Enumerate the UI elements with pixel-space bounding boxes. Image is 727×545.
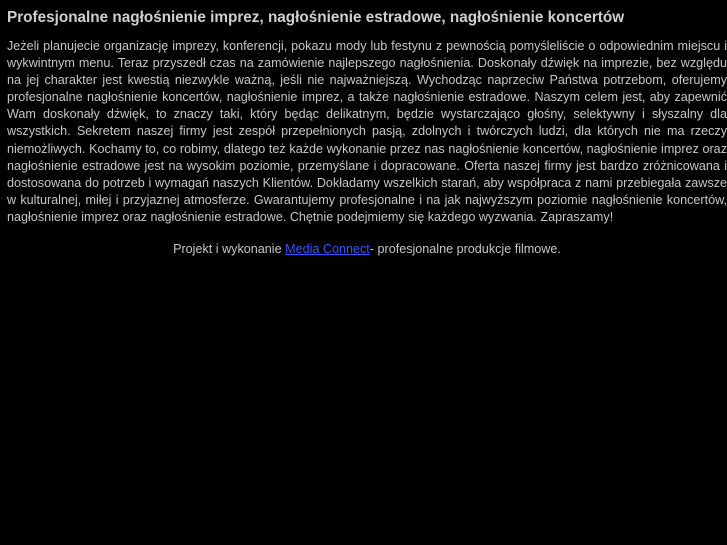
footer-credits xyxy=(7,241,727,258)
page-title: Profesjonalne nagłośnienie imprez, nagłośnienie estradowe, nagłośnienie koncertów xyxy=(7,9,625,26)
intro-paragraph: Jeżeli planujecie organizację imprezy, konferencji, pokazu mody lub festynu z pewnością pomyśleliście o odpowiednim miejscu i wykwintnym menu. Teraz przyszedł czas na zamówienie najlepszego nagłośnienia. Doskonały dźwięk na imprezie, bez względu na jej charakter jest kwestią niezwykle ważną, jeśli nie najważniejszą. Wychodząc naprzeciw Państwa potrzebom, oferujemy profesjonalne nagłośnienie koncertów, nagłośnienie imprez, a także nagłośnienie estradowe. Naszym celem jest, aby zapewnić Wam doskonały dźwięk, to znaczy taki, który będąc delikatnym, będzie wystarczająco głośny, selektywny i słyszalny dla wszystkich. Sekretem naszej firmy jest zespół przepełnionych pasją, zdolnych i twórczych ludzi, dla których nie ma rzeczy niemożliwych. Kochamy to, co robimy, dlatego też każde wykonanie przez nas nagłośnienie koncertów, nagłośnienie imprez oraz nagłośnienie estradowe jest na wysokim poziomie, przemyślane i dopracowane. Oferta naszej firmy jest bardzo zróżnicowana i dostosowana do potrzeb i wymagań naszych Klientów. Dokładamy wszelkich starań, aby współpraca z nami przebiegała zawsze w kulturalnej, miłej i przyjaznej atmosferze. Gwarantujemy profesjonalne i na jak najwyższym poziomie nagłośnienie koncertów, nagłośnienie imprez oraz nagłośnienie estradowe. Chętnie podejmiemy się każdego wyzwania. Zapraszamy! xyxy=(7,39,727,224)
footer-prefix: Projekt i wykonanie xyxy=(173,242,286,257)
footer-suffix: - profesjonalne produkcje filmowe. xyxy=(369,242,561,257)
media-connect-link[interactable]: Media Connect xyxy=(285,242,370,257)
